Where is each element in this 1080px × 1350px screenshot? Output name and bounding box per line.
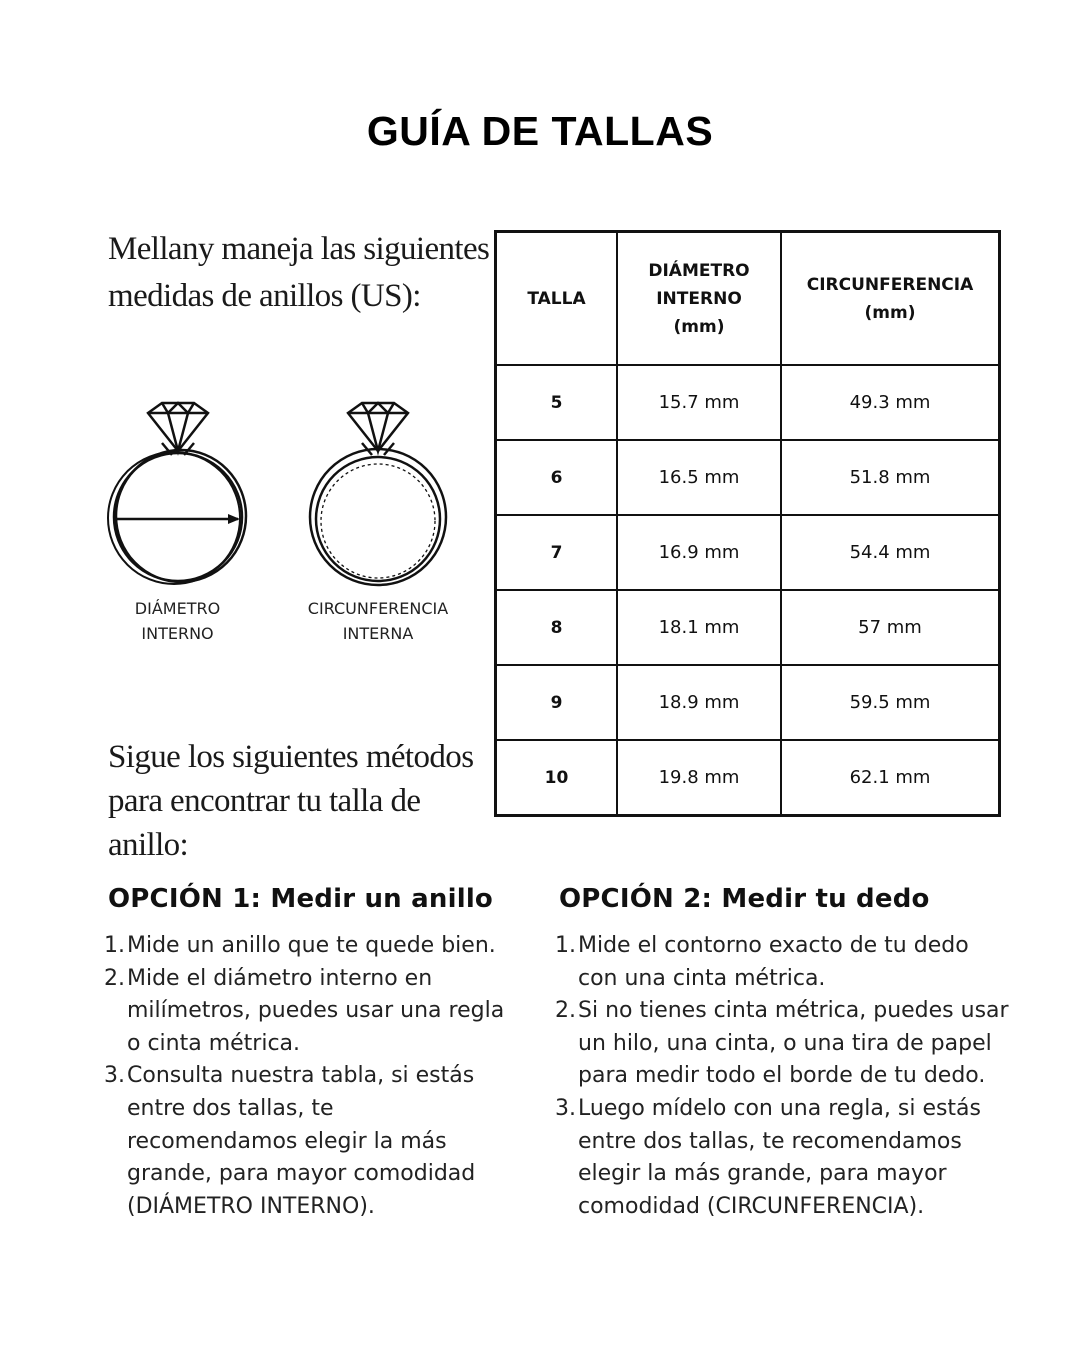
table-row	[496, 665, 1000, 740]
step-text: Mide el contorno exacto de tu dedo con una cinta métrica.	[578, 933, 969, 991]
option-1-steps	[104, 930, 508, 1223]
cell-circunferencia: 51.8 mm	[781, 440, 1000, 515]
methods-intro-text: Sigue los siguientes métodos para encontrar tu talla de anillo:	[108, 739, 474, 863]
table-row	[496, 515, 1000, 590]
header-diametro-line2: INTERNO	[656, 288, 742, 309]
cell-circunferencia: 49.3 mm	[781, 365, 1000, 440]
page-title: GUÍA DE TALLAS	[366, 108, 714, 154]
ring-circumference-icon	[310, 403, 446, 585]
cell-talla: 5	[496, 365, 618, 440]
header-circunferencia	[781, 232, 1000, 366]
ring-diagrams	[100, 395, 460, 595]
cell-circunferencia: 62.1 mm	[781, 740, 1000, 816]
table-row	[496, 740, 1000, 816]
step-text: Mide un anillo que te quede bien.	[127, 933, 496, 958]
table-row	[496, 365, 1000, 440]
diameter-label-line1: DIÁMETRO	[134, 599, 221, 618]
list-item	[104, 930, 508, 963]
cell-talla: 9	[496, 665, 618, 740]
table-row	[496, 590, 1000, 665]
option-1-section	[104, 884, 508, 1223]
step-number: 3.	[104, 1063, 125, 1089]
circumference-label-line2: INTERNA	[342, 624, 414, 643]
step-text: Consulta nuestra tabla, si estás entre dos tallas, te recomendamos elegir la más grande, para mayor comodidad (DIÁMETRO INTERNO).	[127, 1063, 476, 1219]
cell-talla: 10	[496, 740, 618, 816]
header-talla: TALLA	[496, 232, 618, 366]
option-2-section	[555, 884, 1009, 1223]
cell-talla: 6	[496, 440, 618, 515]
cell-diametro: 16.5 mm	[617, 440, 781, 515]
step-text: Luego mídelo con una regla, si estás entre dos tallas, te recomendamos elegir la más grande, para mayor comodidad (CIRCUNFERENCIA).	[578, 1095, 982, 1219]
list-item	[555, 1093, 1009, 1223]
intro-text: Mellany maneja las siguientes medidas de anillos (US):	[108, 231, 490, 314]
header-circunferencia-line2: (mm)	[864, 302, 916, 323]
step-number: 2.	[555, 998, 576, 1024]
step-number: 3.	[555, 1095, 576, 1121]
header-circunferencia-line1: CIRCUNFERENCIA	[806, 274, 974, 295]
list-item	[555, 930, 1009, 995]
list-item	[555, 995, 1009, 1093]
circumference-label-line1: CIRCUNFERENCIA	[307, 599, 449, 618]
header-diametro-line3: (mm)	[673, 316, 725, 337]
ring-diameter-icon	[108, 403, 246, 584]
cell-diametro: 18.1 mm	[617, 590, 781, 665]
cell-diametro: 19.8 mm	[617, 740, 781, 816]
table-header-row	[496, 232, 1000, 366]
cell-diametro: 16.9 mm	[617, 515, 781, 590]
cell-circunferencia: 54.4 mm	[781, 515, 1000, 590]
step-text: Si no tienes cinta métrica, puedes usar un hilo, una cinta, o una tira de papel para medir todo el borde de tu dedo.	[578, 998, 1009, 1089]
option-1-heading: OPCIÓN 1: Medir un anillo	[108, 884, 493, 914]
header-diametro-line1: DIÁMETRO	[648, 260, 750, 281]
cell-diametro: 15.7 mm	[617, 365, 781, 440]
option-2-heading: OPCIÓN 2: Medir tu dedo	[559, 884, 930, 914]
step-text: Mide el diámetro interno en milímetros, puedes usar una regla o cinta métrica.	[127, 965, 505, 1056]
header-diametro	[617, 232, 781, 366]
step-number: 2.	[104, 965, 125, 991]
option-2-steps	[555, 930, 1009, 1223]
list-item	[104, 963, 508, 1061]
cell-circunferencia: 59.5 mm	[781, 665, 1000, 740]
step-number: 1.	[555, 933, 576, 958]
cell-diametro: 18.9 mm	[617, 665, 781, 740]
cell-talla: 8	[496, 590, 618, 665]
diameter-label	[110, 596, 245, 646]
cell-talla: 7	[496, 515, 618, 590]
size-table	[494, 230, 1001, 817]
diameter-label-line2: INTERNO	[141, 624, 214, 643]
table-row	[496, 440, 1000, 515]
list-item	[104, 1060, 508, 1223]
step-number: 1.	[104, 933, 125, 958]
cell-circunferencia: 57 mm	[781, 590, 1000, 665]
circumference-label	[298, 596, 458, 646]
